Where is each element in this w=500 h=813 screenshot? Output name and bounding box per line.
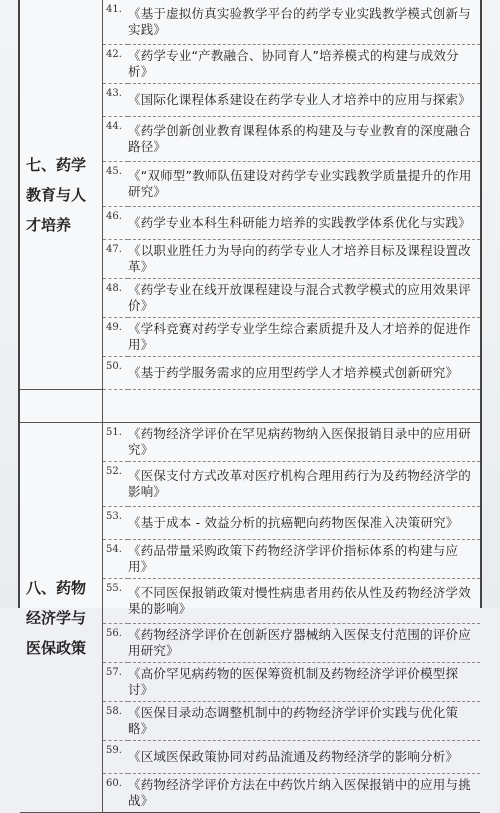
item-title: 《区域医保政策协同对药品流通及药物经济学的影响分析》 (128, 741, 480, 774)
item-title: 《药学创新创业教育课程体系的构建及与专业教育的深度融合路径》 (128, 117, 480, 162)
item-title: 《“双师型”教师队伍建设对药学专业实践教学质量提升的作用研究》 (128, 162, 480, 207)
item-number: 56. (103, 624, 129, 663)
item-number: 47. (103, 240, 129, 279)
item-title: 《以职业胜任力为导向的药学专业人才培养目标及课程设置改革》 (128, 240, 480, 279)
section-divider-row (20, 390, 480, 423)
item-title: 《国际化课程体系建设在药学专业人才培养中的应用与探索》 (128, 84, 480, 117)
item-number: 59. (103, 741, 129, 774)
item-title: 《学科竞赛对药学专业学生综合素质提升及人才培养的促进作用》 (128, 318, 480, 357)
item-title: 《药物经济学评价在罕见病药物纳入医保报销目录中的应用研究》 (128, 423, 480, 462)
item-number: 48. (103, 279, 129, 318)
item-number: 57. (103, 663, 129, 702)
item-title: 《医保支付方式改革对医疗机构合理用药行为及药物经济学的影响》 (128, 462, 480, 507)
item-number: 53. (103, 507, 129, 540)
item-number: 54. (103, 540, 129, 579)
item-title: 《药物经济学评价方法在中药饮片纳入医保报销中的应用与挑战》 (128, 774, 480, 813)
item-number: 41. (103, 0, 129, 45)
item-title: 《基于虚拟仿真实验教学平台的药学专业实践教学模式创新与实践》 (128, 0, 480, 45)
item-title: 《不同医保报销政策对慢性病患者用药依从性及药物经济学效果的影响》 (128, 579, 480, 624)
item-title: 《药学专业“产教融合、协同育人”培养模式的构建与成效分析》 (128, 45, 480, 84)
table-row (20, 423, 480, 462)
item-number: 60. (103, 774, 129, 813)
empty-cell (128, 390, 480, 423)
empty-cell (20, 390, 103, 423)
item-number: 58. (103, 702, 129, 741)
item-number: 45. (103, 162, 129, 207)
topic-table (20, 0, 480, 813)
item-number: 50. (103, 357, 129, 390)
item-number: 51. (103, 423, 129, 462)
item-number: 43. (103, 84, 129, 117)
item-title: 《药品带量采购政策下药物经济学评价指标体系的构建与应用》 (128, 540, 480, 579)
topic-table-sheet (18, 0, 482, 808)
item-number: 42. (103, 45, 129, 84)
item-title: 《基于成本 - 效益分析的抗癌靶向药物医保准入决策研究》 (128, 507, 480, 540)
item-title: 《药学专业本科生科研能力培养的实践教学体系优化与实践》 (128, 207, 480, 240)
table-row (20, 0, 480, 45)
item-number: 49. (103, 318, 129, 357)
item-title: 《药物经济学评价在创新医疗器械纳入医保支付范围的评价应用研究》 (128, 624, 480, 663)
item-number: 55. (103, 579, 129, 624)
item-title: 《基于药学服务需求的应用型药学人才培养模式创新研究》 (128, 357, 480, 390)
category-cell-pharmacoeconomics: 八、药物经济学与医保政策 (20, 423, 103, 813)
item-number: 52. (103, 462, 129, 507)
item-number: 46. (103, 207, 129, 240)
category-cell-education: 七、药学教育与人才培养 (20, 0, 103, 390)
item-title: 《高价罕见病药物的医保筹资机制及药物经济学评价模型探讨》 (128, 663, 480, 702)
item-title: 《药学专业在线开放课程建设与混合式教学模式的应用效果评价》 (128, 279, 480, 318)
item-number: 44. (103, 117, 129, 162)
item-title: 《医保目录动态调整机制中的药物经济学评价实践与优化策略》 (128, 702, 480, 741)
empty-cell (103, 390, 129, 423)
